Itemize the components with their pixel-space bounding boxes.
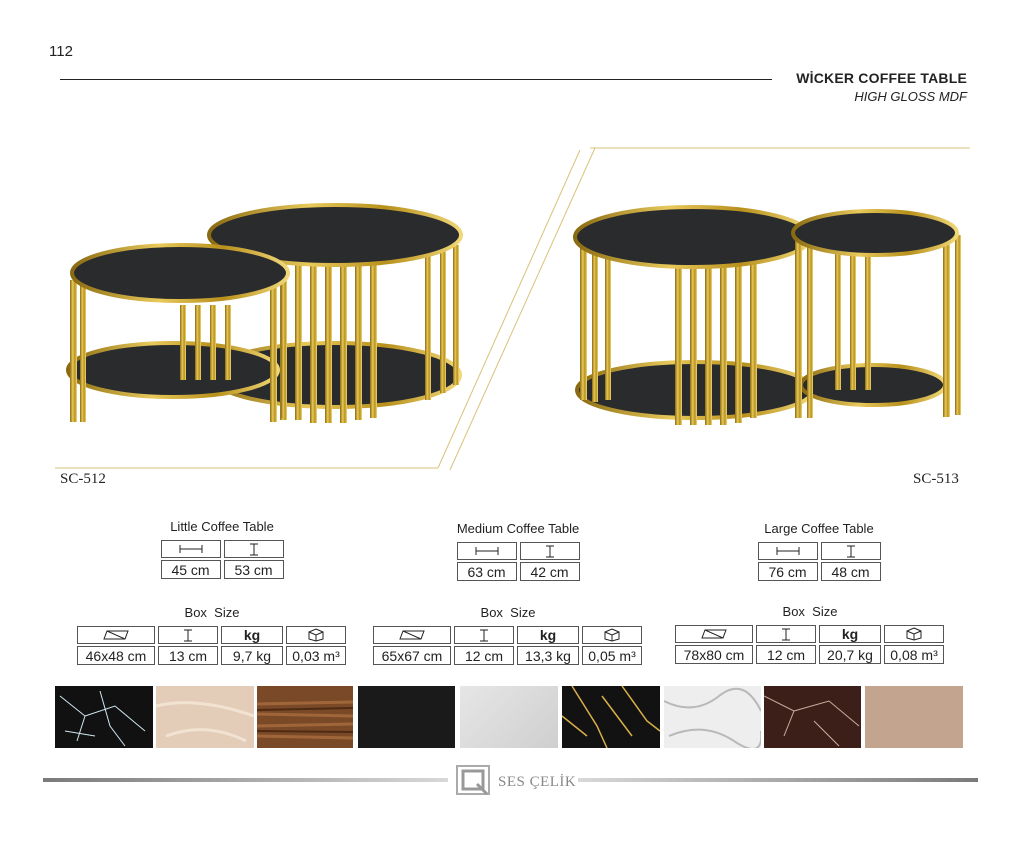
height-icon — [520, 542, 580, 560]
medium-width-value: 63 cm — [457, 562, 517, 581]
width-icon — [758, 542, 818, 560]
product-code-sc-512: SC-512 — [60, 471, 106, 487]
little-table-spec — [157, 519, 287, 581]
box-volume-value: 0,08 m³ — [884, 645, 944, 664]
swatch-light-grey — [460, 686, 558, 748]
box-volume-value: 0,05 m³ — [582, 646, 642, 665]
box-size-title: Box Size — [480, 605, 536, 620]
box-size-title: Box Size — [184, 605, 240, 620]
product-photo-sc-512 — [55, 140, 595, 475]
product-photo-sc-513 — [575, 145, 970, 435]
medium-height-value: 42 cm — [520, 562, 580, 581]
swatch-black — [358, 686, 455, 748]
swatch-beige-marble — [156, 686, 254, 748]
box-size-spec-medium — [370, 605, 646, 667]
box-dims-icon — [77, 626, 155, 644]
height-icon — [224, 540, 284, 558]
height-icon — [158, 626, 218, 644]
large-height-value: 48 cm — [821, 562, 881, 581]
height-icon — [821, 542, 881, 560]
width-icon — [161, 540, 221, 558]
volume-box-icon — [286, 626, 346, 644]
medium-table-spec — [453, 521, 583, 583]
product-subtitle: HIGH GLOSS MDF — [854, 89, 967, 104]
large-table-spec — [754, 521, 884, 583]
weight-icon: kg — [221, 626, 283, 644]
swatch-brown-marble — [764, 686, 861, 748]
box-height-value: 12 cm — [454, 646, 514, 665]
footer-line-left — [43, 778, 448, 782]
box-weight-value: 20,7 kg — [819, 645, 881, 664]
box-dims-value: 46x48 cm — [77, 646, 155, 665]
swatch-black-gold-marble — [562, 686, 660, 748]
footer-line-right — [578, 778, 978, 782]
swatch-cappuccino — [865, 686, 963, 748]
weight-icon: kg — [819, 625, 881, 643]
large-width-value: 76 cm — [758, 562, 818, 581]
box-dims-value: 78x80 cm — [675, 645, 753, 664]
box-volume-value: 0,03 m³ — [286, 646, 346, 665]
page-number: 112 — [49, 43, 73, 60]
box-dims-icon — [373, 626, 451, 644]
swatch-walnut-wood — [257, 686, 353, 748]
product-code-sc-513: SC-513 — [913, 471, 959, 487]
header-rule — [60, 79, 772, 80]
box-height-value: 13 cm — [158, 646, 218, 665]
height-icon — [454, 626, 514, 644]
little-width-value: 45 cm — [161, 560, 221, 579]
swatch-black-marble — [55, 686, 153, 748]
box-size-spec-little — [74, 605, 350, 667]
swatch-white-marble — [664, 686, 761, 748]
box-weight-value: 9,7 kg — [221, 646, 283, 665]
brand-name: SES ÇELİK — [498, 774, 577, 790]
width-icon — [457, 542, 517, 560]
box-dims-value: 65x67 cm — [373, 646, 451, 665]
large-table-title: Large Coffee Table — [764, 521, 874, 536]
volume-box-icon — [582, 626, 642, 644]
box-height-value: 12 cm — [756, 645, 816, 664]
box-size-title: Box Size — [782, 604, 838, 619]
height-icon — [756, 625, 816, 643]
little-height-value: 53 cm — [224, 560, 284, 579]
box-size-spec-large — [672, 604, 948, 666]
weight-icon: kg — [517, 626, 579, 644]
medium-table-title: Medium Coffee Table — [456, 521, 580, 536]
volume-box-icon — [884, 625, 944, 643]
box-dims-icon — [675, 625, 753, 643]
box-weight-value: 13,3 kg — [517, 646, 579, 665]
brand-logo-icon — [455, 764, 493, 798]
product-title: WİCKER COFFEE TABLE — [796, 70, 967, 86]
little-table-title: Little Coffee Table — [170, 519, 274, 534]
